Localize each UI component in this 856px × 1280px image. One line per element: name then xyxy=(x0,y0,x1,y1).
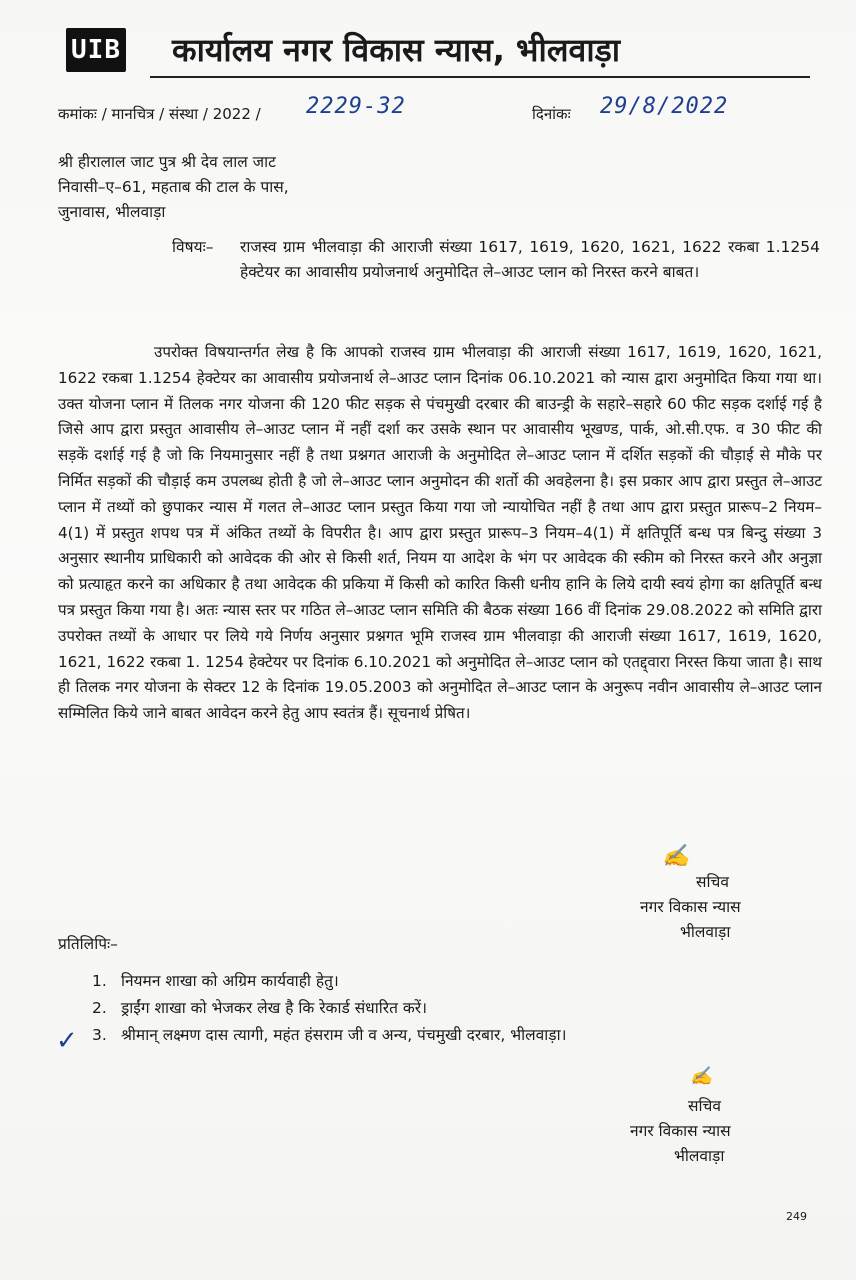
copy-to-label: प्रतिलिपिः– xyxy=(58,935,118,953)
addressee-address: निवासी–ए–61, महताब की टाल के पास, xyxy=(58,178,289,196)
signatory-title: सचिव xyxy=(696,873,729,891)
date-block xyxy=(532,94,729,124)
signature-mark: ✍ xyxy=(662,844,690,869)
signature-block-bottom xyxy=(630,1066,830,1169)
signature-block-top xyxy=(640,844,840,945)
signatory-organization: नगर विकास न्यास xyxy=(630,1122,731,1140)
signature-mark: ✍ xyxy=(690,1066,713,1087)
copy-to-list xyxy=(92,968,566,1049)
list-item: 1. नियमन शाखा को अग्रिम कार्यवाही हेतु। xyxy=(92,972,339,990)
addressee xyxy=(58,150,289,225)
addressee-city: जुनावास, भीलवाड़ा xyxy=(58,203,166,221)
subject-text: राजस्व ग्राम भीलवाड़ा की आराजी संख्या 1617, 1619, 1620, 1621, 1622 रकबा 1.1254 हेक्टेयर का आवासीय प्रयोजनार्थ अनुमोदित ले–आउट प्लान को निरस्त करने बाबत। xyxy=(240,238,820,281)
letterhead xyxy=(66,28,826,84)
signatory-city: भीलवाड़ा xyxy=(680,923,731,941)
signatory-city: भीलवाड़ा xyxy=(674,1147,725,1165)
subject-label: विषयः– xyxy=(172,238,214,256)
header-rule xyxy=(150,76,810,78)
check-mark-icon: ✓ xyxy=(56,1026,78,1056)
office-title: कार्यालय नगर विकास न्यास, भीलवाड़ा xyxy=(172,31,621,69)
body-paragraph: उपरोक्त विषयान्तर्गत लेख है कि आपको राजस्व ग्राम भीलवाड़ा की आराजी संख्या 1617, 1619, 1620, 1621, 1622 रकबा 1.1254 हेक्टेयर का आवासीय प्रयोजनार्थ ले–आउट प्लान दिनांक 06.10.2021 को न्यास द्वारा अनुमोदित किया गया था। उक्त योजना प्लान में तिलक नगर योजना की 120 फीट सड़क से पंचमुखी दरबार की बाउन्ड्री के सहारे–सहारे 60 फीट सड़क दर्शाई गई है जिसे आप द्वारा प्रस्तुत आवासीय ले–आउट प्लान में नहीं दर्शा कर उसके स्थान पर आवासीय भूखण्ड, पार्क, ओ.सी.एफ. व 30 फीट की सड़कें दर्शाई गई है जो कि नियमानुसार नहीं है तथा प्रश्नगत आराजी के अनुमोदित ले–आउट प्लान में दर्शित सड़कों की चौड़ाई से मौके पर निर्मित सड़कों की चौड़ाई कम उपलब्ध होती है जो ले–आउट प्लान अनुमोदन की शर्तो की अवहेलना है। इस प्रकार आप द्वारा प्रस्तुत ले–आउट प्लान में तथ्यों को छुपाकर न्यास में गलत ले–आउट प्लान प्रस्तुत किया गया जो न्यायोचित नहीं है तथा आप द्वारा प्रस्तुत प्रारूप–2 नियम–4(1) में प्रस्तुत शपथ पत्र में अंकित तथ्यों के विपरीत है। आप द्वारा प्रस्तुत प्रारूप–3 नियम–4(1) में क्षतिपूर्ति बन्ध पत्र बिन्दु संख्या 3 अनुसार स्थानीय प्राधिकारी को आवेदक की ओर से किसी शर्त, नियम या आदेश के भंग पर आवेदक की स्कीम को निरस्त करने और अनुज्ञा को प्रत्याहृत करने का अधिकार है तथा आवेदक की प्रकिया में किसी को कारित किसी धनीय हानि के लिये दायी स्वयं होगा का क्षतिपूर्ति बन्ध पत्र प्रस्तुत किया गया है। अतः न्यास स्तर पर गठित ले–आउट प्लान समिति की बैठक संख्या 166 वीं दिनांक 29.08.2022 को समिति द्वारा उपरोक्त तथ्यों के आधार पर लिये गये निर्णय अनुसार प्रश्नगत भूमि राजस्व ग्राम भीलवाड़ा की आराजी संख्या 1617, 1619, 1620, 1621, 1622 रकबा 1. 1254 हेक्टेयर पर दिनांक 6.10.2021 को अनुमोदित ले–आउट प्लान को एतद्द्वारा निरस्त किया जाता है। साथ ही तिलक नगर योजना के सेक्टर 12 के दिनांक 19.05.2003 को अनुमोदित ले–आउट प्लान के अनुरूप नवीन आवासीय ले–आउट प्लान सम्मिलित किये जाने बाबत आवेदन करने हेतु आप स्वतंत्र हैं। सूचनार्थ प्रेषित। xyxy=(58,343,822,723)
signatory-title: सचिव xyxy=(688,1097,721,1115)
date-handwritten: 29/8/2022 xyxy=(600,94,729,119)
signatory-organization: नगर विकास न्यास xyxy=(640,898,741,916)
list-item: 2. ड्राईंग शाखा को भेजकर लेख है कि रेकार्ड संधारित करें। xyxy=(92,999,427,1017)
list-item: 3. श्रीमान् लक्ष्मण दास त्यागी, महंत हंसराम जी व अन्य, पंचमुखी दरबार, भीलवाड़ा। xyxy=(92,1026,567,1044)
reference-prefix: कमांकः / मानचित्र / संस्था / 2022 / xyxy=(58,105,261,123)
subject xyxy=(172,235,820,285)
reference-line xyxy=(58,94,406,124)
page-number: 249 xyxy=(786,1210,807,1223)
addressee-name: श्री हीरालाल जाट पुत्र श्री देव लाल जाट xyxy=(58,153,276,171)
date-label: दिनांकः xyxy=(532,105,571,123)
uit-logo: UIB xyxy=(66,28,126,72)
reference-number-handwritten: 2229-32 xyxy=(306,94,406,119)
